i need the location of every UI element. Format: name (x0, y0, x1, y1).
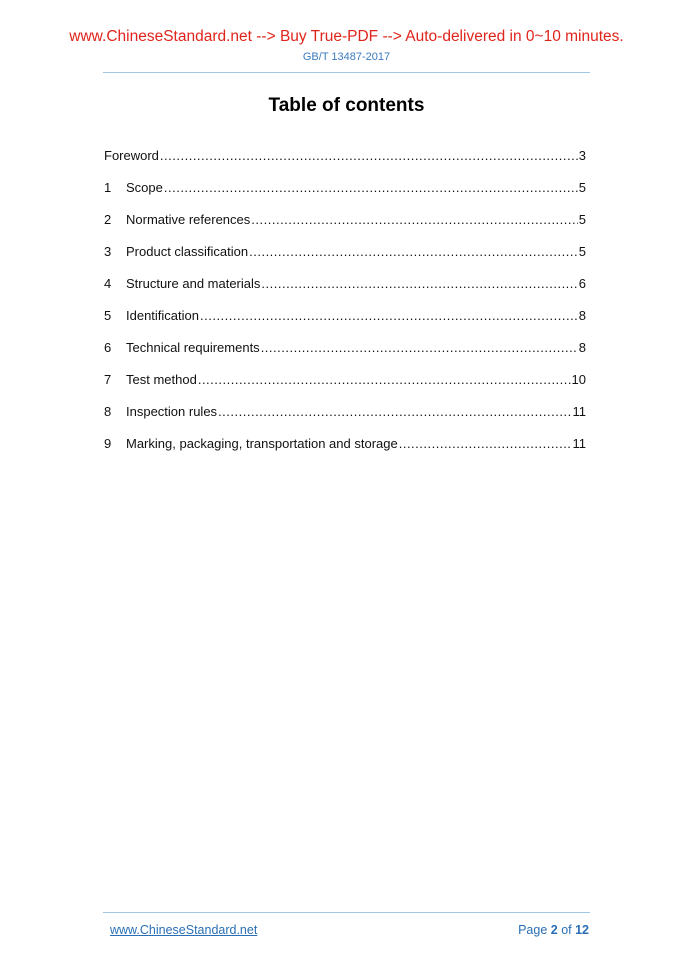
toc-entry-normative-references[interactable] (104, 212, 586, 244)
footer-website-link[interactable]: www.ChineseStandard.net (110, 923, 258, 937)
toc-leader (164, 180, 578, 195)
toc-label: Foreword (104, 148, 159, 163)
toc-page-number: 8 (578, 308, 586, 323)
footer-divider (103, 912, 590, 913)
toc-leader (261, 340, 578, 355)
toc-page-number: 5 (578, 180, 586, 195)
toc-entry-structure-and-materials[interactable] (104, 276, 586, 308)
toc-page-number: 8 (578, 340, 586, 355)
toc-leader (399, 436, 572, 451)
toc-label: Normative references (126, 212, 251, 227)
toc-label: Test method (126, 372, 197, 387)
toc-label: Identification (126, 308, 199, 323)
toc-number: 4 (104, 276, 112, 291)
toc-number: 5 (104, 308, 112, 323)
toc-page-number: 5 (578, 212, 586, 227)
toc-number: 9 (104, 436, 112, 451)
standard-code: GB/T 13487-2017 (302, 51, 391, 63)
toc-page-number: 11 (572, 436, 586, 451)
toc-number: 3 (104, 244, 112, 259)
toc-entry-technical-requirements[interactable] (104, 340, 586, 372)
table-of-contents (104, 148, 586, 468)
toc-leader (200, 308, 578, 323)
page-indicator (518, 923, 589, 937)
toc-leader (249, 244, 578, 259)
toc-label: Scope (126, 180, 163, 195)
toc-page-number: 11 (572, 404, 586, 419)
toc-label: Marking, packaging, transportation and storage (126, 436, 398, 451)
toc-label: Structure and materials (126, 276, 261, 291)
header-banner: www.ChineseStandard.net --> Buy True-PDF --> Auto-delivered in 0~10 minutes. (69, 28, 624, 45)
toc-leader (160, 148, 578, 163)
toc-label: Inspection rules (126, 404, 218, 419)
toc-number: 8 (104, 404, 112, 419)
toc-page-number: 10 (571, 372, 586, 387)
page-separator: of (557, 923, 576, 937)
current-page-number: 2 (550, 923, 558, 937)
toc-entry-foreword[interactable] (104, 148, 586, 180)
toc-page-number: 6 (578, 276, 586, 291)
toc-page-number: 3 (578, 148, 586, 163)
toc-entry-test-method[interactable] (104, 372, 586, 404)
toc-page-number: 5 (578, 244, 586, 259)
total-page-count: 12 (575, 923, 589, 937)
toc-entry-identification[interactable] (104, 308, 586, 340)
toc-entry-inspection-rules[interactable] (104, 404, 586, 436)
toc-entry-product-classification[interactable] (104, 244, 586, 276)
page-title: Table of contents (268, 95, 425, 116)
toc-leader (261, 276, 577, 291)
toc-number: 2 (104, 212, 112, 227)
toc-leader (251, 212, 577, 227)
toc-label: Product classification (126, 244, 249, 259)
header-divider (103, 72, 590, 73)
toc-label: Technical requirements (126, 340, 260, 355)
toc-number: 1 (104, 180, 112, 195)
toc-number: 7 (104, 372, 112, 387)
toc-leader (198, 372, 571, 387)
toc-entry-scope[interactable] (104, 180, 586, 212)
toc-number: 6 (104, 340, 112, 355)
toc-leader (218, 404, 571, 419)
page-prefix: Page (518, 923, 551, 937)
toc-entry-marking-packaging[interactable] (104, 436, 586, 468)
